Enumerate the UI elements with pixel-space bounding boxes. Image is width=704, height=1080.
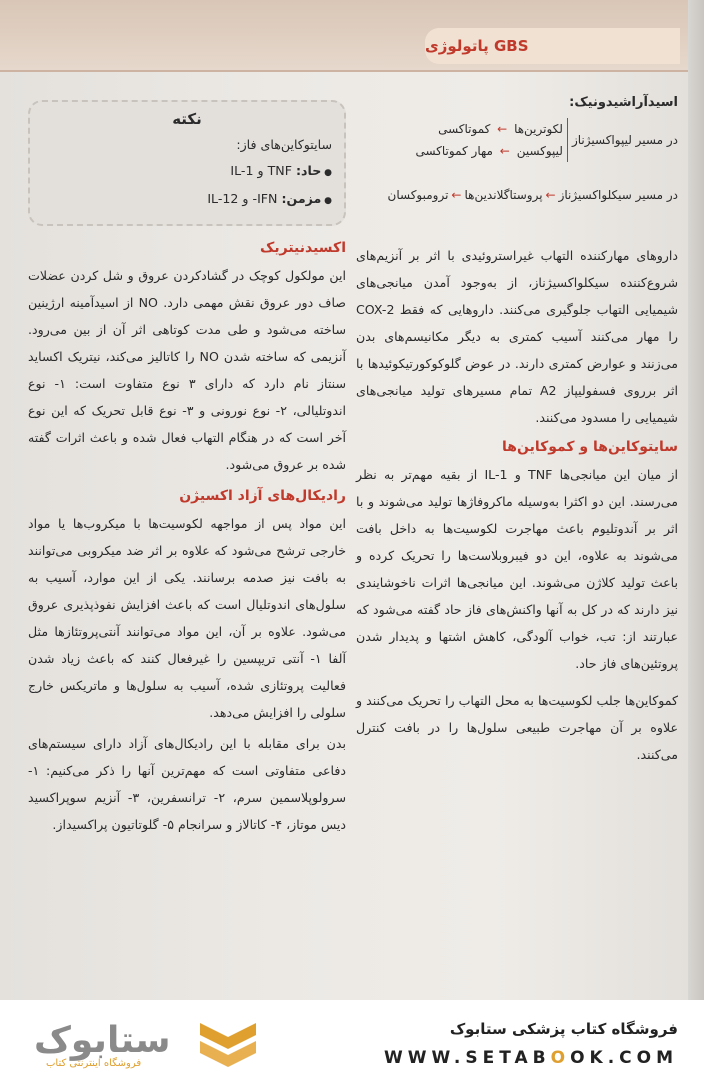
chapter-tab bbox=[425, 28, 680, 64]
free-radicals-heading: رادیکال‌های آزاد اکسیژن bbox=[179, 488, 346, 504]
store-url[interactable] bbox=[384, 1048, 678, 1068]
note-box bbox=[28, 100, 346, 226]
lipoxygenase-row bbox=[356, 118, 678, 162]
acute-label: حاد: bbox=[295, 163, 322, 178]
note-intro: سایتوکاین‌های فاز: bbox=[236, 137, 332, 152]
lipoxins-label: لیپوکسین bbox=[516, 144, 563, 158]
prostaglandins-label: پروستاگلاندین‌ها bbox=[464, 188, 543, 202]
lipoxygenase-label: در مسیر لیپواکسیژناز bbox=[571, 133, 678, 147]
arachidonic-flow bbox=[356, 92, 678, 206]
nitric-oxide-heading: اکسیدنیتریک bbox=[260, 240, 346, 256]
leukotriene-branch bbox=[415, 118, 563, 140]
cytokines-paragraph: از میان این میانجی‌ها TNF و IL-1 از بقیه مهم‌تر به نظر می‌رسند. این دو اکثرا به‌وسیله ماکروفاژها تولید می‌شوند و با اثر بر آندوتلیوم باعث مهاجرت لکوسیت‌ها به داخل بافت می‌شوند به علاوه، این دو فیبروبلاست‌ها را تحریک کرده و باعث تولید کلاژن می‌شوند. این میانجی‌ها اثرات ناخوشایندی نیز دارند که در کل به آنها واکنش‌های فاز حاد گفته می‌شود که عبارتند از: تب، خواب آلودگی، کاهش اشتها و پدیدار شدن پروتئین‌های فاز حاد. bbox=[356, 467, 679, 671]
url-part-1: WWW.SETAB bbox=[384, 1048, 551, 1068]
arrow-icon: ← bbox=[545, 188, 556, 202]
acute-value: TNF و IL-1 bbox=[230, 163, 292, 178]
setabook-logo-icon bbox=[198, 1015, 258, 1067]
logo-subtitle: فروشگاه اینترنتی کتاب bbox=[46, 1058, 142, 1069]
cyclooxygenase-row bbox=[356, 184, 678, 206]
lipoxin-branch bbox=[415, 140, 563, 162]
left-column bbox=[28, 100, 346, 838]
lipoxygenase-branches bbox=[415, 118, 568, 162]
chemotaxis-label: کموتاکسی bbox=[438, 122, 491, 136]
store-name: فروشگاه کتاب پزشکی ستابوک bbox=[449, 1020, 678, 1038]
thromboxane-label: ترومبوکسان bbox=[387, 188, 449, 202]
chemotaxis-inhibitor-label: مهار کموتاکسی bbox=[415, 144, 493, 158]
flow-title: اسیدآراشیدونیک: bbox=[569, 95, 678, 110]
note-acute bbox=[42, 158, 332, 186]
note-chronic bbox=[42, 186, 332, 214]
page-edge bbox=[688, 0, 704, 1000]
nitric-oxide-paragraph: این مولکول کوچک در گشادکردن عروق و شل کردن عضلات صاف دور عروق نقش مهمی دارد. NO از اسیدآمینه ارژینین ساخته می‌شود و طی مدت کوتاهی اثر آن از بین می‌رود. آنزیمی که ساخته شدن NO را کاتالیز می‌کند، نیتریک اکساید سنتاز نام دارد که دارای ۳ نوع متفاوت است: ۱- نوع اندوتلیالی، ۲- نوع نورونی و ۳- نوع قابل تحریک که این نوع آخر است که در هنگام التهاب فعال شده و باعث اثرات گفته شده بر عروق می‌شود. bbox=[28, 268, 346, 472]
nsaid-paragraph: داروهای مهارکننده التهاب غیراستروئیدی با اثر بر آنزیم‌های شروع‌کننده سیکلواکسیژناز، از به‌وجود آمدن میانجی‌های شیمیایی التهاب جلوگیری می‌کنند. داروهایی که فقط COX-2 را مهار می‌کنند آسیب کمتری به دیگر مکانیسم‌های بدن می‌زنند و عوارض کمتری دارند. در عوض گلوکوکورتیکوئیدها با اثر برروی فسفولیپاز A2 تمام مسیرهای تولید میانجی‌های شیمیایی را مسدود می‌کنند. bbox=[356, 248, 678, 425]
logo-wordmark: ستابوک bbox=[34, 1020, 171, 1061]
arrow-icon: ← bbox=[499, 144, 510, 158]
chronic-label: مزمن: bbox=[281, 191, 322, 206]
url-o: O bbox=[550, 1048, 571, 1068]
right-column bbox=[356, 92, 678, 768]
cytokines-heading: سایتوکاین‌ها و کموکاین‌ها bbox=[502, 439, 678, 455]
free-radicals-paragraph: این مواد پس از مواجهه لکوسیت‌ها با میکروب‌ها یا مواد خارجی ترشح می‌شود که علاوه بر اثر ضد میکروبی می‌توانند به بافت نیز صدمه برسانند. یکی از این موارد، آسیب به سلول‌های اندوتلیال است که باعث افزایش نفوذپذیری عروق می‌شود. علاوه بر آن، این مواد می‌توانند آنتی‌پروتئازها مثل آلفا ۱- آنتی تریپسین را غیرفعال کنند که باعث زیاد شدن فعالیت پروتئازی شده، آسیب به سلول‌ها و ماتریکس خارج سلولی را افزایش می‌دهد. bbox=[28, 516, 346, 720]
chapter-title: GBS پاتولوژی bbox=[425, 37, 529, 55]
note-title: نکته bbox=[172, 110, 202, 128]
chronic-value: IFN- و IL-12 bbox=[207, 191, 278, 206]
defense-paragraph: بدن برای مقابله با این رادیکال‌های آزاد دارای سیستم‌های دفاعی متفاوتی است که مهم‌ترین آنها را ذکر می‌کنیم: ۱- سرولوپلاسمین سرم، ۲- ترانسفرین، ۳- آنزیم سوپراکسید دیس موتاز، ۴- کاتالاز و سرانجام ۵- گلوتاتیون پراکسیداز. bbox=[28, 736, 346, 832]
arrow-icon: ← bbox=[497, 122, 508, 136]
url-part-2: OK.COM bbox=[570, 1048, 678, 1068]
arrow-icon: ← bbox=[451, 188, 462, 202]
cyclooxygenase-label: در مسیر سیکلواکسیژناز bbox=[558, 188, 678, 202]
chemokines-paragraph: کموکاین‌ها جلب لکوسیت‌ها به محل التهاب را تحریک می‌کنند و علاوه بر آن مهاجرت طبیعی سلول‌ها را در بافت کنترل می‌کنند. bbox=[356, 693, 678, 762]
leukotrienes-label: لکوترین‌ها bbox=[514, 122, 563, 136]
